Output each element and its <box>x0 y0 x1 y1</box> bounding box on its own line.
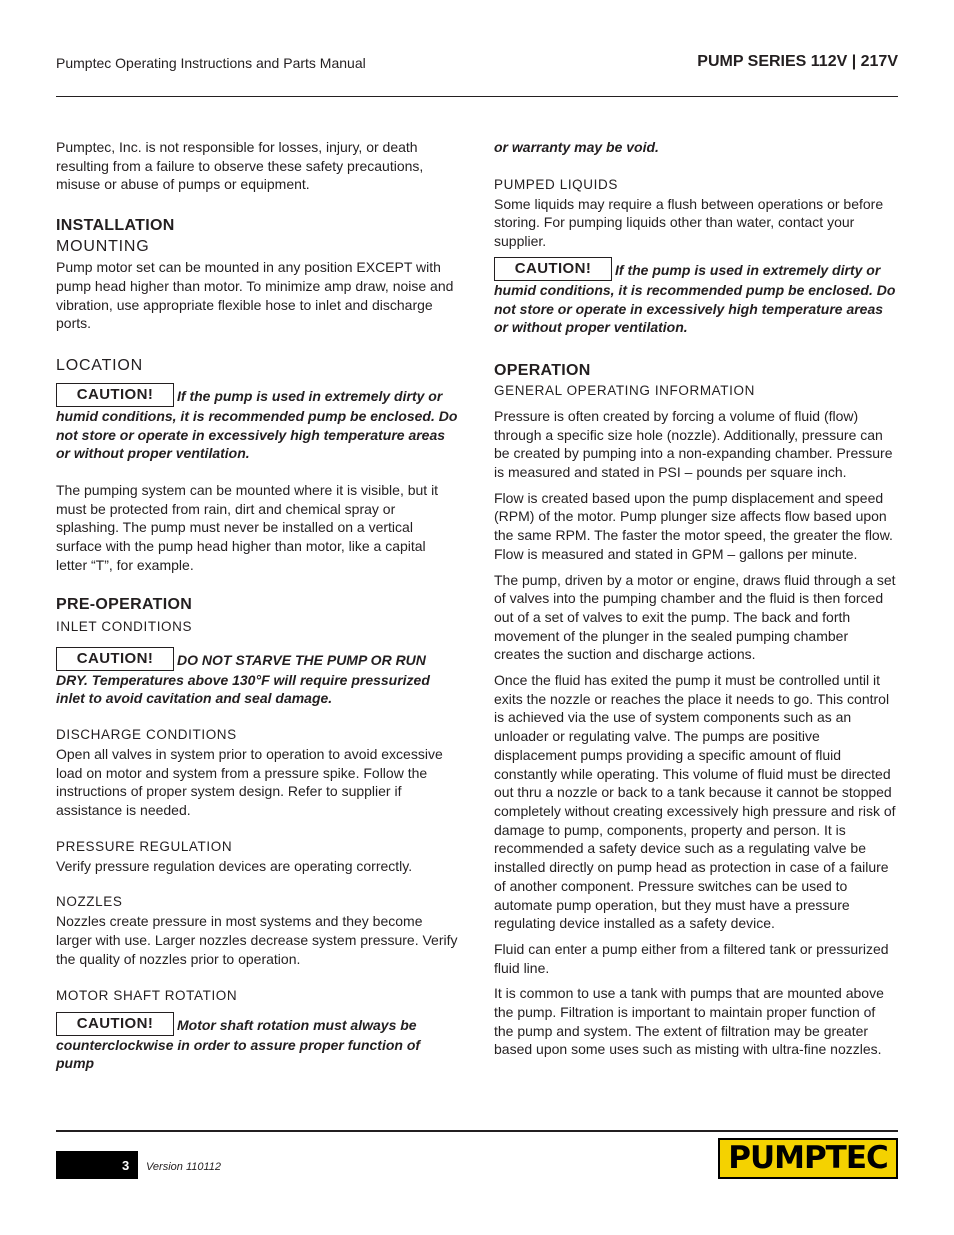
motor-caution <box>56 1012 458 1073</box>
operation-paragraph-4: Once the fluid has exited the pump it must be controlled until it exits the nozzle or reaches the place it needs to go. This control is achieved via the use of system components such as an unloader or regulating valve. The pumps are positive displacement pumps providing a specific amount of fluid constantly while operating. This volume of fluid must be directed out thru a nozzle or back to a tank because it cannot be stopped completely without creating excessively high pressure and risk of damage to pump, components, property and person. It is recommended a safety device such as a regulating valve be installed directly on pump head as protection in case of a failure of another component. Pressure switches can be used to automate pump operation, but they must have a pressure regulating device installed as a safety device. <box>494 672 896 932</box>
nozzles-paragraph: Nozzles create pressure in most systems and they become larger with use. Larger nozzles decrease system pressure. Verify the quality of nozzles prior to operation. <box>56 913 458 967</box>
operation-paragraph-3: The pump, driven by a motor or engine, draws fluid through a set of valves into the pumping chamber and the fluid is then forced out of a set of valves to exit the pump. The back and forth movement of the plunger in the sealed pumping chamber creates the suction and discharge actions. <box>494 571 896 663</box>
inlet-conditions-heading: INLET CONDITIONS <box>56 618 193 634</box>
header-series-title: PUMP SERIES 112V | 217V <box>697 53 898 70</box>
pressure-paragraph: Verify pressure regulation devices are operating correctly. <box>56 857 413 874</box>
caution-label: CAUTION! <box>56 1012 174 1036</box>
nozzles-heading: NOZZLES <box>56 894 123 910</box>
right-column <box>494 138 896 1059</box>
motor-shaft-rotation-heading: MOTOR SHAFT ROTATION <box>56 987 238 1003</box>
header-manual-title: Pumptec Operating Instructions and Parts Manual <box>56 55 366 71</box>
warranty-text: or warranty may be void. <box>494 139 659 155</box>
operation-paragraph-1: Pressure is often created by forcing a volume of fluid (flow) through a specific size hole (nozzle). Additionally, pressure can be created by pumping into a non-expanding chamber. Pressure is measured and stated in PSI – pounds per square inch. <box>494 407 893 481</box>
pumped-liquids-heading: PUMPED LIQUIDS <box>494 176 618 192</box>
pumped-liquids-paragraph: Some liquids may require a flush between operations or before storing. For pumping liquids other than water, contact your supplier. <box>494 195 884 250</box>
operation-heading: OPERATION <box>494 361 591 379</box>
pumped-liquids-caution <box>494 257 896 337</box>
caution-label: CAUTION! <box>494 257 612 281</box>
location-caution <box>56 383 458 463</box>
left-column <box>56 138 458 1073</box>
location-caution-text: If the pump is used in extremely dirty or humid conditions, it is recommended pump be enclosed. Do not store or operate in excessively high temperature areas or without proper ventilation. <box>56 387 458 462</box>
pre-operation-heading: PRE-OPERATION <box>56 595 193 613</box>
footer-divider <box>56 1130 898 1132</box>
location-heading: LOCATION <box>56 356 144 374</box>
operation-paragraph-5: Fluid can enter a pump either from a filtered tank or pressurized fluid line. <box>494 940 889 976</box>
intro-paragraph: Pumptec, Inc. is not responsible for losses, injury, or death resulting from a failure to observe these safety precautions, misuse or abuse of pumps or equipment. <box>56 139 424 193</box>
pumptec-logo <box>718 1138 898 1179</box>
pressure-regulation-heading: PRESSURE REGULATION <box>56 838 233 854</box>
location-paragraph: The pumping system can be mounted where it is visible, but it must be protected from rain, dirt and chemical spray or splashing. The pump must never be installed on a vertical surface with the pump head higher than motor, like a capital letter “T”, for example. <box>56 482 439 573</box>
caution-label: CAUTION! <box>56 647 174 671</box>
motor-caution-text: Motor shaft rotation must always be counterclockwise in order to assure proper function of pump <box>56 1016 421 1072</box>
pumped-caution-text: If the pump is used in extremely dirty or humid conditions, it is recommended pump be enclosed. Do not store or operate in excessively high temperature areas or without proper ventilation. <box>494 261 896 336</box>
header-divider <box>56 96 898 97</box>
installation-heading: INSTALLATION <box>56 217 175 235</box>
version-label: Version 110112 <box>146 1161 222 1173</box>
discharge-conditions-heading: DISCHARGE CONDITIONS <box>56 726 237 742</box>
discharge-paragraph: Open all valves in system prior to operation to avoid excessive load on motor and system from a pressure spike. Follow the instructions of proper system design. Refer to supplier if assistance is needed. <box>56 745 443 819</box>
mounting-heading: MOUNTING <box>56 238 150 256</box>
caution-label: CAUTION! <box>56 383 174 407</box>
mounting-paragraph: Pump motor set can be mounted in any position EXCEPT with pump head higher than motor. To minimize amp draw, noise and vibration, use appropriate flexible hose to inlet and discharge ports. <box>56 259 454 332</box>
operation-paragraph-2: Flow is created based upon the pump displacement and speed (RPM) of the motor. Pump plunger size affects flow based upon the same RPM. The faster the motor speed, the greater the flow. Flow is measured and stated in GPM – gallons per minute. <box>494 489 893 562</box>
general-operating-heading: GENERAL OPERATING INFORMATION <box>494 382 755 398</box>
inlet-caution-text: DO NOT STARVE THE PUMP OR RUN DRY. Temperatures above 130°F will require pressurized inlet to avoid cavitation and seal damage. <box>56 651 430 707</box>
logo-text: PUMPTEC <box>728 1140 888 1176</box>
inlet-caution <box>56 647 458 708</box>
operation-paragraph-6: It is common to use a tank with pumps that are mounted above the pump. Filtration is important to maintain proper function of the pump and system. The extent of filtration may be greater based upon some uses such as misting with ultra-fine nozzles. <box>494 985 884 1058</box>
page-number: 3 <box>122 1158 130 1173</box>
